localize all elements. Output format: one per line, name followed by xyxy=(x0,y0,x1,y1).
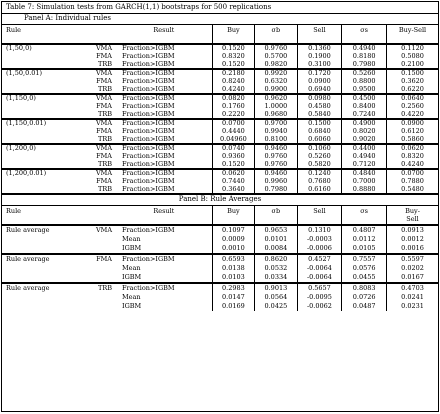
value-sell: 0.0980 xyxy=(297,94,342,103)
value-sb: 0.8620 xyxy=(255,254,297,264)
value-ss: 0.0112 xyxy=(342,235,387,244)
value-sb: 0.9760 xyxy=(255,161,297,170)
value-buy: 0.4240 xyxy=(212,86,254,95)
header-buy: Buy xyxy=(212,25,254,44)
b-header-sigma-b: σb xyxy=(255,206,297,225)
table-row xyxy=(2,254,438,264)
value-bs: 0.3620 xyxy=(387,78,439,86)
empty-cell xyxy=(2,78,71,86)
strategy-label: TRB xyxy=(98,60,113,68)
value-sell: 0.5260 xyxy=(297,153,342,161)
empty-cell xyxy=(71,302,116,311)
table-row xyxy=(2,186,438,194)
rule-label: (1,200,0) xyxy=(6,144,36,153)
empty-cell xyxy=(2,103,71,111)
empty-cell xyxy=(2,178,71,186)
value-ss: 0.9500 xyxy=(342,86,387,95)
empty-cell xyxy=(2,128,71,136)
value-sell: 0.1360 xyxy=(297,44,342,53)
value-sb: 0.0101 xyxy=(255,235,297,244)
empty-cell xyxy=(2,61,71,70)
header-rule: Rule xyxy=(6,26,22,34)
value-sb: 0.0564 xyxy=(255,293,297,302)
result-label: Fraction>IGBM xyxy=(122,44,175,53)
value-buy: 0.7440 xyxy=(212,178,254,186)
empty-cell xyxy=(2,161,71,170)
table-row xyxy=(2,86,438,95)
table-row xyxy=(2,103,438,111)
result-label: Fraction>IGBM xyxy=(122,53,175,60)
value-sell: 0.1720 xyxy=(297,69,342,78)
value-buy: 0.0010 xyxy=(212,244,254,254)
header-sigma-b: σb xyxy=(255,25,297,44)
value-bs: 0.0913 xyxy=(387,225,439,235)
table-row xyxy=(2,225,438,235)
value-buy: 0.0820 xyxy=(212,94,254,103)
value-sb: 0.9760 xyxy=(255,153,297,161)
strategy-label: VMA xyxy=(95,225,113,234)
value-ss: 0.4940 xyxy=(342,153,387,161)
strategy-label: VMA xyxy=(95,94,113,103)
value-buy: 0.0103 xyxy=(212,273,254,283)
result-label: Fraction>IGBM xyxy=(122,153,175,160)
value-sell: 0.0900 xyxy=(297,78,342,86)
value-bs: 0.0231 xyxy=(387,302,439,311)
value-buy: 0.04960 xyxy=(212,136,254,145)
value-ss: 0.8020 xyxy=(342,128,387,136)
value-ss: 0.4940 xyxy=(342,44,387,53)
result-label: Fraction>IGBM xyxy=(122,178,175,185)
result-label: Mean xyxy=(122,264,141,272)
value-ss: 0.9020 xyxy=(342,136,387,145)
value-ss: 0.4500 xyxy=(342,94,387,103)
value-ss: 0.4900 xyxy=(342,119,387,128)
strategy-label: FMA xyxy=(96,53,113,60)
value-bs: 0.4240 xyxy=(387,161,439,170)
value-bs: 0.0241 xyxy=(387,293,439,302)
b-header-sigma-s: σs xyxy=(342,206,387,225)
rule-label: (1,200,0.01) xyxy=(6,169,47,178)
value-bs: 0.2100 xyxy=(387,61,439,70)
result-label: Fraction>IGBM xyxy=(122,225,175,234)
strategy-label: VMA xyxy=(95,169,113,178)
value-sell: 0.1900 xyxy=(297,53,342,61)
value-bs: 0.5480 xyxy=(387,186,439,194)
table-row xyxy=(2,136,438,145)
header-sell: Sell xyxy=(297,25,342,44)
value-ss: 0.0726 xyxy=(342,293,387,302)
value-buy: 0.0740 xyxy=(212,144,254,153)
panel-a-body xyxy=(2,44,438,193)
result-label: IGBM xyxy=(122,244,142,252)
strategy-label: FMA xyxy=(96,254,113,263)
value-ss: 0.7120 xyxy=(342,161,387,170)
value-sb: 0.9920 xyxy=(255,69,297,78)
strategy-label: VMA xyxy=(95,44,113,53)
empty-cell xyxy=(71,273,116,283)
value-bs: 0.0202 xyxy=(387,264,439,273)
value-sb: 0.9760 xyxy=(255,44,297,53)
value-ss: 0.4840 xyxy=(342,169,387,178)
value-ss: 0.0455 xyxy=(342,273,387,283)
value-bs: 0.5080 xyxy=(387,53,439,61)
value-buy: 0.8240 xyxy=(212,78,254,86)
value-sb: 0.9620 xyxy=(255,94,297,103)
value-bs: 0.0167 xyxy=(387,273,439,283)
empty-cell xyxy=(2,235,71,244)
value-sell: 0.5840 xyxy=(297,111,342,120)
table-row xyxy=(2,69,438,78)
b-header-result: Result xyxy=(153,207,175,215)
result-label: Fraction>IGBM xyxy=(122,69,175,78)
value-sell: 0.4580 xyxy=(297,103,342,111)
empty-cell xyxy=(2,86,71,95)
value-buy: 0.1520 xyxy=(212,61,254,70)
empty-cell xyxy=(2,136,71,145)
value-bs: 0.1120 xyxy=(387,44,439,53)
strategy-label: FMA xyxy=(96,153,113,160)
value-buy: 0.6593 xyxy=(212,254,254,264)
result-label: Fraction>IGBM xyxy=(122,85,175,93)
value-bs: 0.0016 xyxy=(387,244,439,254)
result-label: Fraction>IGBM xyxy=(122,78,175,85)
value-buy: 0.0169 xyxy=(212,302,254,311)
value-sb: 0.8100 xyxy=(255,136,297,145)
value-sb: 0.0334 xyxy=(255,273,297,283)
b-header-sell: Sell xyxy=(297,206,342,225)
value-bs: 0.6220 xyxy=(387,86,439,95)
value-sell: -0.0064 xyxy=(297,264,342,273)
table-row xyxy=(2,144,438,153)
rule-label: Rule average xyxy=(6,225,50,234)
rule-label: (1,50,0) xyxy=(6,44,32,53)
value-ss: 0.7240 xyxy=(342,111,387,120)
strategy-label: FMA xyxy=(96,103,113,110)
value-sell: -0.0062 xyxy=(297,302,342,311)
value-sell: 0.5820 xyxy=(297,161,342,170)
table-row xyxy=(2,78,438,86)
value-sell: -0.0095 xyxy=(297,293,342,302)
strategy-label: TRB xyxy=(98,283,113,292)
value-sb: 0.9680 xyxy=(255,111,297,120)
result-label: Fraction>IGBM xyxy=(122,160,175,168)
value-sell: 0.3100 xyxy=(297,61,342,70)
value-buy: 0.4440 xyxy=(212,128,254,136)
value-sell: 0.7680 xyxy=(297,178,342,186)
strategy-label: TRB xyxy=(98,185,113,193)
table-row xyxy=(2,273,438,283)
strategy-label: VMA xyxy=(95,69,113,78)
value-ss: 0.0487 xyxy=(342,302,387,311)
value-bs: 0.4703 xyxy=(387,283,439,293)
header-sigma-s: σs xyxy=(342,25,387,44)
value-sell: 0.1500 xyxy=(297,119,342,128)
empty-cell xyxy=(71,293,116,302)
result-label: IGBM xyxy=(122,273,142,281)
value-buy: 0.9360 xyxy=(212,153,254,161)
strategy-label: VMA xyxy=(95,119,113,128)
empty-cell xyxy=(2,111,71,120)
empty-cell xyxy=(2,302,71,311)
value-bs: 0.2560 xyxy=(387,103,439,111)
table-row xyxy=(2,44,438,53)
value-buy: 0.8320 xyxy=(212,53,254,61)
value-sell: 0.5657 xyxy=(297,283,342,293)
empty-cell xyxy=(2,264,71,273)
empty-cell xyxy=(71,264,116,273)
panel-a-header-row xyxy=(2,25,438,44)
value-sb: 0.9460 xyxy=(255,144,297,153)
value-sb: 0.9900 xyxy=(255,86,297,95)
empty-cell xyxy=(2,153,71,161)
value-sb: 0.9653 xyxy=(255,225,297,235)
value-ss: 0.8400 xyxy=(342,103,387,111)
value-sell: -0.0003 xyxy=(297,235,342,244)
value-ss: 0.8800 xyxy=(342,78,387,86)
value-bs: 0.5860 xyxy=(387,136,439,145)
table-row xyxy=(2,128,438,136)
b-header-buy-sell-2: Sell xyxy=(406,214,419,223)
rule-label: Rule average xyxy=(6,254,50,263)
value-buy: 0.0700 xyxy=(212,119,254,128)
result-label: Fraction>IGBM xyxy=(122,60,175,68)
value-buy: 0.3640 xyxy=(212,186,254,194)
value-buy: 0.1520 xyxy=(212,161,254,170)
value-sell: 0.1060 xyxy=(297,144,342,153)
panel-a-table xyxy=(2,25,438,193)
panel-b-header-row xyxy=(2,206,438,225)
table-row xyxy=(2,61,438,70)
value-sb: 0.0084 xyxy=(255,244,297,254)
table-row xyxy=(2,178,438,186)
table-row xyxy=(2,94,438,103)
value-bs: 0.4220 xyxy=(387,111,439,120)
value-sell: 0.1240 xyxy=(297,169,342,178)
result-label: Fraction>IGBM xyxy=(122,110,175,118)
value-bs: 0.7880 xyxy=(387,178,439,186)
value-sb: 0.0532 xyxy=(255,264,297,273)
panel-a-title: Panel A: Individual rules xyxy=(2,14,438,25)
value-bs: 0.0900 xyxy=(387,119,439,128)
rule-label: (1,50,0.01) xyxy=(6,69,43,78)
value-sb: 0.6320 xyxy=(255,78,297,86)
result-label: IGBM xyxy=(122,302,142,310)
value-ss: 0.7980 xyxy=(342,61,387,70)
rule-label: Rule average xyxy=(6,283,50,292)
table-row xyxy=(2,264,438,273)
result-label: Fraction>IGBM xyxy=(122,135,175,143)
result-label: Fraction>IGBM xyxy=(122,144,175,153)
table-row xyxy=(2,302,438,311)
value-ss: 0.4400 xyxy=(342,144,387,153)
value-sb: 0.0425 xyxy=(255,302,297,311)
value-bs: 0.0012 xyxy=(387,235,439,244)
value-sell: -0.0064 xyxy=(297,273,342,283)
value-ss: 0.0576 xyxy=(342,264,387,273)
value-buy: 0.0009 xyxy=(212,235,254,244)
result-label: Fraction>IGBM xyxy=(122,94,175,103)
table-row xyxy=(2,293,438,302)
empty-cell xyxy=(71,244,116,254)
table-row xyxy=(2,161,438,170)
value-buy: 0.0147 xyxy=(212,293,254,302)
b-header-buy-sell-1: Buy- xyxy=(405,207,420,215)
rule-label: (1,150,0.01) xyxy=(6,119,47,128)
value-buy: 0.0138 xyxy=(212,264,254,273)
strategy-label: FMA xyxy=(96,128,113,135)
table-row xyxy=(2,283,438,293)
value-sell: 0.6840 xyxy=(297,128,342,136)
value-sb: 1.0000 xyxy=(255,103,297,111)
value-ss: 0.8880 xyxy=(342,186,387,194)
result-label: Fraction>IGBM xyxy=(122,103,175,110)
empty-cell xyxy=(2,293,71,302)
value-sb: 0.9700 xyxy=(255,119,297,128)
value-sb: 0.9013 xyxy=(255,283,297,293)
value-sell: 0.1310 xyxy=(297,225,342,235)
strategy-label: TRB xyxy=(98,160,113,168)
strategy-label: VMA xyxy=(95,144,113,153)
empty-cell xyxy=(71,235,116,244)
value-ss: 0.7000 xyxy=(342,178,387,186)
value-buy: 0.1760 xyxy=(212,103,254,111)
table-row xyxy=(2,153,438,161)
table-row xyxy=(2,111,438,120)
value-buy: 0.0620 xyxy=(212,169,254,178)
value-bs: 0.0700 xyxy=(387,169,439,178)
value-buy: 0.2220 xyxy=(212,111,254,120)
value-sell: 0.6940 xyxy=(297,86,342,95)
value-sb: 0.9820 xyxy=(255,61,297,70)
result-label: Mean xyxy=(122,235,141,243)
strategy-label: FMA xyxy=(96,78,113,85)
table-page xyxy=(1,1,439,412)
result-label: Fraction>IGBM xyxy=(122,169,175,178)
value-buy: 0.1097 xyxy=(212,225,254,235)
value-ss: 0.0105 xyxy=(342,244,387,254)
value-bs: 0.5597 xyxy=(387,254,439,264)
value-buy: 0.2180 xyxy=(212,69,254,78)
value-sell: -0.0006 xyxy=(297,244,342,254)
strategy-label: TRB xyxy=(98,135,113,143)
result-label: Fraction>IGBM xyxy=(122,185,175,193)
result-label: Fraction>IGBM xyxy=(122,119,175,128)
header-result: Result xyxy=(153,26,175,34)
empty-cell xyxy=(2,244,71,254)
b-header-buy-sell xyxy=(387,206,439,225)
value-bs: 0.0640 xyxy=(387,94,439,103)
value-sb: 0.9940 xyxy=(255,128,297,136)
table-caption: Table 7: Simulation tests from GARCH(1,1) bootstraps for 500 replications xyxy=(2,2,438,14)
table-row xyxy=(2,244,438,254)
value-bs: 0.6120 xyxy=(387,128,439,136)
value-bs: 0.1500 xyxy=(387,69,439,78)
panel-b-body xyxy=(2,225,438,311)
table-row xyxy=(2,169,438,178)
value-sell: 0.6160 xyxy=(297,186,342,194)
result-label: Fraction>IGBM xyxy=(122,283,175,292)
empty-cell xyxy=(2,273,71,283)
value-sb: 0.5700 xyxy=(255,53,297,61)
value-bs: 0.0620 xyxy=(387,144,439,153)
strategy-label: TRB xyxy=(98,110,113,118)
header-buy-sell: Buy-Sell xyxy=(387,25,439,44)
value-ss: 0.4807 xyxy=(342,225,387,235)
value-ss: 0.8180 xyxy=(342,53,387,61)
value-buy: 0.1520 xyxy=(212,44,254,53)
value-ss: 0.8083 xyxy=(342,283,387,293)
value-ss: 0.5260 xyxy=(342,69,387,78)
result-label: Fraction>IGBM xyxy=(122,254,175,263)
panel-b-title: Panel B: Rule Averages xyxy=(2,193,438,206)
value-sell: 0.4527 xyxy=(297,254,342,264)
panel-b-table xyxy=(2,206,438,311)
value-bs: 0.8320 xyxy=(387,153,439,161)
strategy-label: FMA xyxy=(96,178,113,185)
value-sb: 0.9460 xyxy=(255,169,297,178)
rule-label: (1,150,0) xyxy=(6,94,36,103)
b-header-buy: Buy xyxy=(212,206,254,225)
value-ss: 0.7557 xyxy=(342,254,387,264)
b-header-rule: Rule xyxy=(6,207,22,215)
empty-cell xyxy=(2,186,71,194)
value-sb: 0.9960 xyxy=(255,178,297,186)
value-sb: 0.7980 xyxy=(255,186,297,194)
result-label: Fraction>IGBM xyxy=(122,128,175,135)
table-row xyxy=(2,53,438,61)
value-buy: 0.2983 xyxy=(212,283,254,293)
value-sell: 0.6060 xyxy=(297,136,342,145)
result-label: Mean xyxy=(122,293,141,301)
empty-cell xyxy=(2,53,71,61)
table-row xyxy=(2,119,438,128)
table-row xyxy=(2,235,438,244)
strategy-label: TRB xyxy=(98,85,113,93)
